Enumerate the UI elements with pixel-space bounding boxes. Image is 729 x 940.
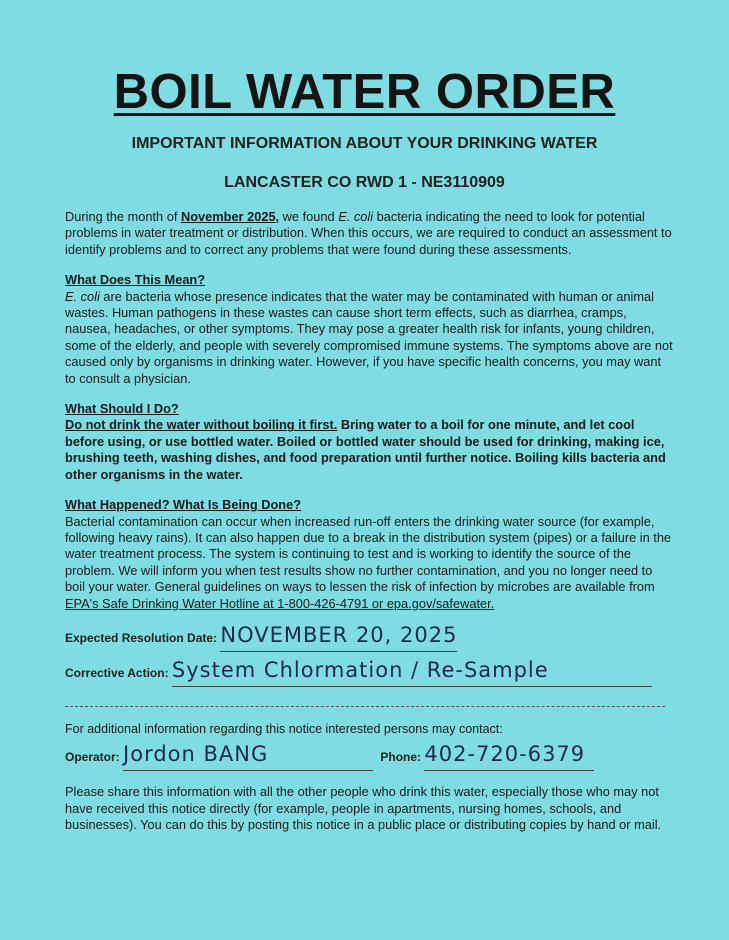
contact-text: For additional information regarding this notice interested persons may contact: <box>65 721 503 736</box>
resolution-date-field <box>65 622 675 653</box>
system-name: LANCASTER CO RWD 1 - NE3110909 <box>224 174 505 191</box>
intro-text: bacteria indicating the need to look for potential problems in water treatment or distribution. When this occurs, we are required to conduct an assessment to identify problems and to correct any problems that were found during these assessments. <box>65 209 672 257</box>
blank-line <box>65 706 665 707</box>
epa-hotline-link[interactable]: EPA's Safe Drinking Water Hotline at 1-800-426-4791 or epa.gov/safewater. <box>65 595 495 611</box>
intro-text: we found <box>279 209 339 224</box>
meaning-section <box>65 272 675 387</box>
should-do-heading: What Should I Do? <box>65 401 179 417</box>
intro-text: During the month of <box>65 209 181 224</box>
intro-paragraph <box>65 209 675 258</box>
happened-section <box>65 497 675 612</box>
share-paragraph: Please share this information with all the other people who drink this water, especially those who may not have received this notice directly (for example, people in apartments, nursing homes, schools, and businesses). You can do this by posting this notice in a public place or distributing copies by hand or mail. <box>65 784 662 833</box>
should-do-lead: Do not drink the water without boiling it first. <box>65 417 338 433</box>
subtitle: IMPORTANT INFORMATION ABOUT YOUR DRINKING WATER <box>131 135 598 152</box>
phone-label: Phone: <box>380 750 422 765</box>
corrective-action-field <box>65 657 675 688</box>
phone-value: 402-720-6379 <box>424 742 586 767</box>
operator-value: Jordon BANG <box>123 742 269 767</box>
month: November 2025, <box>180 209 280 224</box>
should-do-text: Bring water to a boil for one minute, and let cool before using, or use bottled water. Boiled or bottled water should be used for drinking, making ice, brushing teeth, washing dishes, and food preparation until further notice. Boiling kills bacteria and other organisms in the water. <box>65 417 666 482</box>
meaning-heading: What Does This Mean? <box>65 272 206 288</box>
happened-text: Bacterial contamination can occur when increased run-off enters the drinking water source (for example, following heavy rains). It can also happen due to a break in the distribution system (pipes) or a failure in the water treatment process. The system is continuing to test and is working to identify the source of the problem. We will inform you when test results show no further contamination, and you no longer need to boil your water. General guidelines on ways to lessen the risk of infection by microbes are available from <box>65 513 672 595</box>
action-label: Corrective Action: <box>65 665 169 680</box>
operator-field <box>65 741 675 772</box>
meaning-text: are bacteria whose presence indicates that the water may be contaminated with human or animal wastes. Human pathogens in these wastes can cause short term effects, such as diarrhea, cramps, nausea, headaches, or other symptoms. They may pose a greater health risk for infants, young children, some of the elderly, and people with severely compromised immune systems. The symptoms above are not caused only by organisms in drinking water. However, if you have specific health concerns, you may want to consult a physician. <box>65 288 673 386</box>
resolution-value: NOVEMBER 20, 2025 <box>220 622 458 647</box>
page-title: BOIL WATER ORDER <box>113 65 616 119</box>
ecoli-term: E. coli <box>338 209 374 224</box>
operator-label: Operator: <box>65 750 120 765</box>
resolution-label: Expected Resolution Date: <box>65 630 218 645</box>
ecoli-term: E. coli <box>65 288 100 304</box>
happened-heading: What Happened? What Is Being Done? <box>65 497 302 513</box>
should-do-section <box>65 401 675 483</box>
action-value: System Chlormation / Re-Sample <box>171 657 549 682</box>
